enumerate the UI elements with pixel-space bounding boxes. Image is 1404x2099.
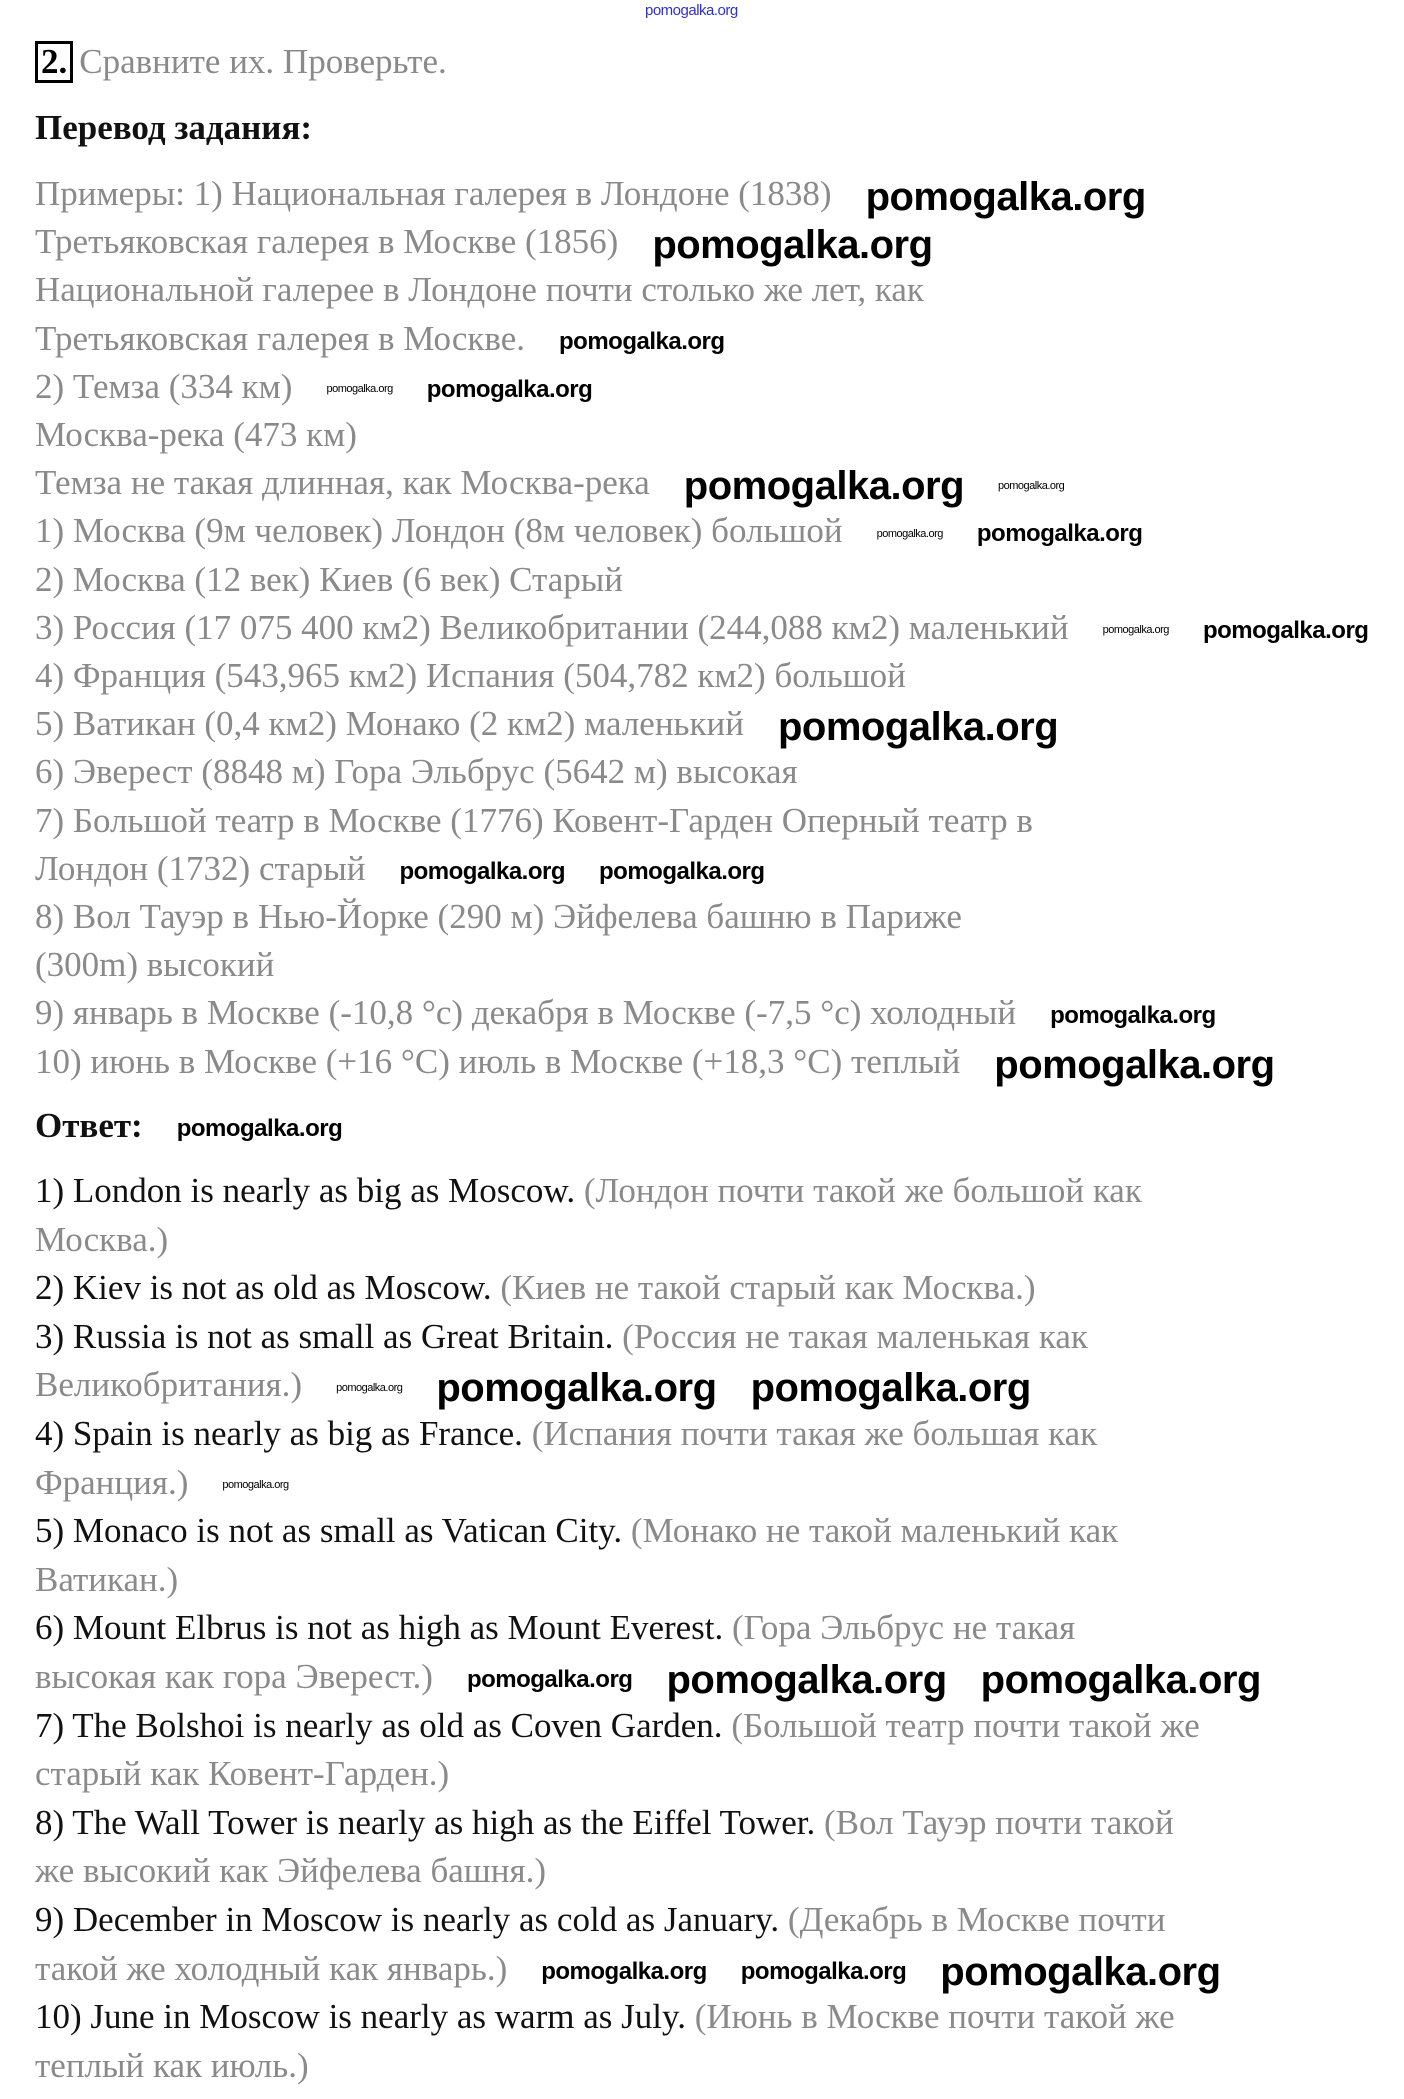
watermark: pomogalka.org <box>865 174 1146 219</box>
translation-line <box>35 941 274 990</box>
translation-line <box>35 893 962 942</box>
answer-line <box>35 1361 1031 1410</box>
watermark: pomogalka.org <box>740 1957 907 1985</box>
watermark: pomogalka.org <box>998 479 1065 492</box>
answer-russian: (Гора Эльбрус не такая <box>723 1608 1076 1648</box>
answer-line <box>35 1653 1261 1702</box>
answer-line <box>35 1799 1174 1848</box>
answer-russian: теплый как июль.) <box>35 2045 309 2085</box>
answer-english: 5) Monaco is not as small as Vatican City. <box>35 1511 623 1551</box>
header-watermark[interactable]: pomogalka.org <box>645 2 738 19</box>
answer-russian: (Вол Тауэр почти такой <box>815 1802 1174 1842</box>
watermark: pomogalka.org <box>994 1042 1275 1087</box>
answer-russian: же высокий как Эйфелева башня.) <box>35 1851 546 1891</box>
answer-line <box>35 1604 1075 1653</box>
watermark: pomogalka.org <box>599 857 765 885</box>
answer-line <box>35 1896 1165 1945</box>
translation-line-text: 7) Большой театр в Москве (1776) Ковент-Гарден Оперный театр в <box>35 800 1033 840</box>
translation-line-text: 6) Эверест (8848 м) Гора Эльбрус (5642 м) высокая <box>35 752 798 792</box>
translation-line-text: Темза не такая длинная, как Москва-река <box>35 463 650 503</box>
translation-line-text: 1) Москва (9м человек) Лондон (8м человек) большой <box>35 511 843 551</box>
translation-line-text: 9) январь в Москве (-10,8 °с) декабря в Москве (-7,5 °с) холодный <box>35 993 1017 1033</box>
watermark: pomogalka.org <box>222 1479 289 1492</box>
translation-line-text: Лондон (1732) старый <box>35 848 366 888</box>
watermark: pomogalka.org <box>399 857 566 885</box>
answer-russian: Москва.) <box>35 1219 169 1259</box>
watermark: pomogalka.org <box>976 520 1143 548</box>
translation-line <box>35 989 1216 1038</box>
answer-line <box>35 1264 1036 1313</box>
translation-line <box>35 700 1058 749</box>
watermark: pomogalka.org <box>652 223 933 268</box>
watermark: pomogalka.org <box>176 1114 343 1142</box>
answer-russian: (Большой театр почти такой же <box>722 1705 1200 1745</box>
translation-line <box>35 507 1142 556</box>
answer-english: 7) The Bolshoi is nearly as old as Coven Garden. <box>35 1705 723 1745</box>
answer-line <box>35 1556 178 1605</box>
answer-line <box>35 1945 1221 1994</box>
translation-line-text: (300m) высокий <box>35 945 275 985</box>
translation-line <box>35 315 725 364</box>
answer-line <box>35 1847 546 1896</box>
translation-line-text: Третьяковская галерея в Москве. <box>35 318 525 358</box>
answer-russian: старый как Ковент-Гарден.) <box>35 1754 450 1794</box>
answer-english: 4) Spain is nearly as big as France. <box>35 1414 523 1453</box>
translation-line-text: Третьяковская галерея в Москве (1856) <box>35 222 619 262</box>
translation-line <box>35 218 933 267</box>
watermark: pomogalka.org <box>466 1665 633 1693</box>
watermark: pomogalka.org <box>1050 1002 1216 1030</box>
answer-russian: (Лондон почти такой же большой как <box>575 1171 1142 1210</box>
watermark: pomogalka.org <box>777 705 1059 750</box>
answer-line <box>35 1313 1088 1362</box>
translation-line <box>35 652 906 701</box>
watermark: pomogalka.org <box>980 1657 1261 1702</box>
answer-english: 2) Kiev is not as old as Moscow. <box>35 1268 492 1308</box>
translation-line <box>35 266 924 315</box>
answer-line <box>35 1167 1142 1216</box>
answer-line <box>35 1459 289 1508</box>
answer-russian: Великобритания.) <box>35 1365 303 1405</box>
translation-line-text: Национальной галерее в Лондоне почти столько же лет, как <box>35 270 924 310</box>
translation-line-text: 2) Темза (334 км) <box>35 366 293 406</box>
watermark: pomogalka.org <box>336 1381 403 1394</box>
translation-line-text: 4) Франция (543,965 км2) Испания (504,782 км2) большой <box>35 656 906 695</box>
answer-line <box>35 1216 168 1265</box>
translation-line-text: 8) Вол Тауэр в Нью-Йорке (290 м) Эйфелева башню в Париже <box>35 897 962 936</box>
answer-russian: (Декабрь в Москве почти <box>779 1900 1166 1939</box>
translation-line <box>35 459 1064 508</box>
translation-line-text: 5) Ватикан (0,4 км2) Монако (2 км2) маленький <box>35 704 744 744</box>
translation-line <box>35 556 623 605</box>
answer-line <box>35 1750 449 1799</box>
watermark: pomogalka.org <box>940 1949 1221 1994</box>
watermark: pomogalka.org <box>426 375 593 403</box>
watermark: pomogalka.org <box>666 1657 947 1702</box>
watermark: pomogalka.org <box>326 383 393 396</box>
answer-english: 6) Mount Elbrus is not as high as Mount Everest. <box>35 1608 724 1648</box>
translation-line <box>35 748 798 797</box>
task-title-line <box>35 38 447 87</box>
translation-line <box>35 604 1368 653</box>
translation-line <box>35 1038 1275 1087</box>
translation-line-text: Примеры: 1) Национальная галерея в Лондоне (1838) <box>35 174 832 213</box>
translation-line-text: 2) Москва (12 век) Киев (6 век) Старый <box>35 559 624 599</box>
translation-line <box>35 170 1146 219</box>
translation-heading-text: Перевод задания: <box>35 108 313 147</box>
translation-line-text: 3) Россия (17 075 400 км2) Великобритании (244,088 км2) маленький <box>35 607 1069 647</box>
translation-line-text: 10) июнь в Москве (+16 °С) июль в Москве (+18,3 °С) теплый <box>35 1041 961 1081</box>
answer-russian: высокая как гора Эверест.) <box>35 1657 433 1696</box>
answer-line <box>35 1507 1118 1556</box>
answer-russian: такой же холодный как январь.) <box>35 1948 508 1988</box>
watermark: pomogalka.org <box>1202 616 1369 644</box>
task-title: Сравните их. Проверьте. <box>79 42 447 81</box>
answer-russian: (Киев не такой старый как Москва.) <box>491 1268 1036 1308</box>
answer-russian: Ватикан.) <box>35 1559 179 1599</box>
answer-russian: (Испания почти такая же большая как <box>522 1414 1098 1453</box>
answer-english: 10) June in Moscow is nearly as warm as July. <box>35 1997 686 2037</box>
answer-line <box>35 2042 309 2091</box>
answer-line <box>35 1993 1175 2042</box>
watermark: pomogalka.org <box>436 1366 717 1411</box>
answer-english: 8) The Wall Tower is nearly as high as the Eiffel Tower. <box>35 1802 816 1842</box>
watermark: pomogalka.org <box>559 327 725 355</box>
answer-heading-text: Ответ: <box>35 1106 143 1145</box>
watermark: pomogalka.org <box>876 527 943 540</box>
answer-russian: (Россия не такая маленькая как <box>613 1316 1088 1356</box>
answer-heading <box>35 1102 342 1151</box>
answer-russian: Франция.) <box>35 1462 189 1502</box>
answer-english: 3) Russia is not as small as Great Britain. <box>35 1316 614 1356</box>
answer-english: 1) London is nearly as big as Moscow. <box>35 1171 576 1210</box>
translation-heading <box>35 104 312 153</box>
answer-line <box>35 1410 1097 1459</box>
task-number: 2. <box>35 41 73 83</box>
translation-line-text: Москва-река (473 км) <box>35 415 357 454</box>
answer-english: 9) December in Moscow is nearly as cold as January. <box>35 1900 780 1939</box>
watermark: pomogalka.org <box>683 464 964 509</box>
watermark: pomogalka.org <box>541 1957 707 1985</box>
translation-line <box>35 845 765 894</box>
translation-line <box>35 797 1033 846</box>
watermark: pomogalka.org <box>750 1366 1031 1411</box>
answer-line <box>35 1702 1200 1751</box>
watermark: pomogalka.org <box>1102 624 1169 637</box>
answer-russian: (Июнь в Москве почти такой же <box>685 1997 1175 2037</box>
answer-russian: (Монако не такой маленький как <box>622 1511 1119 1551</box>
translation-line <box>35 411 357 460</box>
translation-line <box>35 363 592 412</box>
